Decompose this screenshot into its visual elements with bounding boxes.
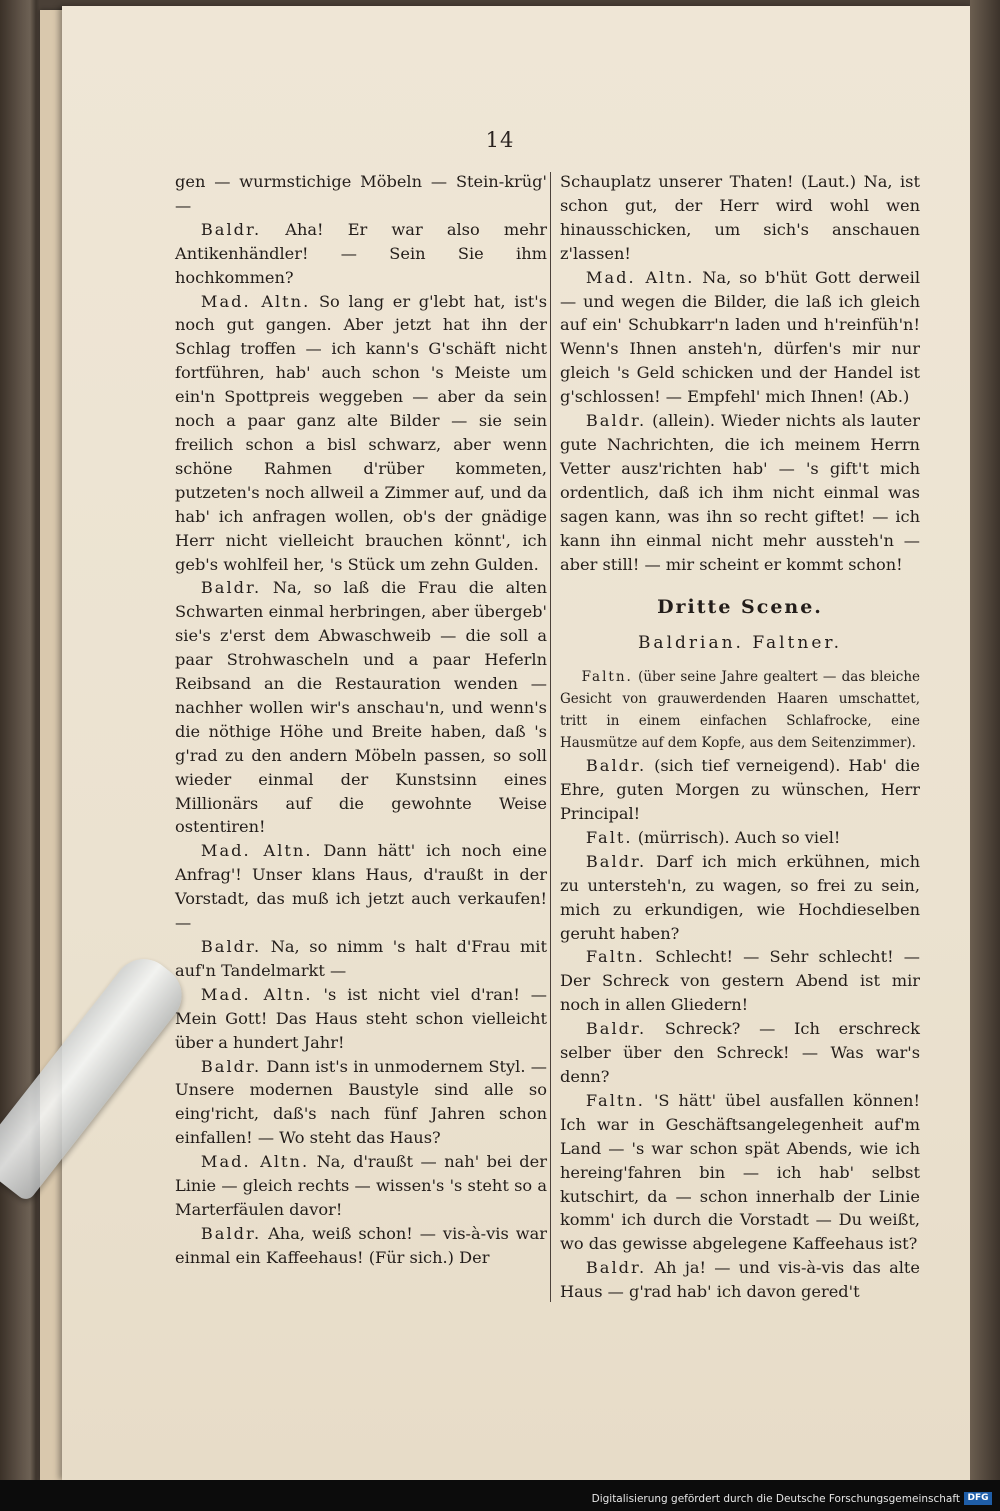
- paragraph: [560, 266, 920, 409]
- speaker-name: Baldr.: [200, 1056, 262, 1076]
- paragraph-text: Na, so b'hüt Gott derweil — und wegen die Bilder, die laß ich gleich auf ein' Schubkarr'n laden und h'reinfüh'n! Wenn's Ihnen ansteh'n, dürfen's mir nur gleich 's Geld schicken und der Handel ist g'schlossen! — Empfehl' mich Ihnen! (Ab.): [560, 267, 920, 407]
- paragraph-text: gen — wurmstichige Möbeln — Stein-krüg' —: [175, 172, 547, 215]
- paragraph-text: So lang er g'lebt hat, ist's noch gut gangen. Aber jetzt hat ihn der Schlag troffen — ich kann's G'schäft nicht fortführen, hab' auch schon 's Meiste um ein'n Spottpreis weggeben — aber da sein noch a paar ganz alte Bilder — sie sein freilich schon a bisl schwarz, aber wenn schöne Rahmen d'rüber kommeten, putzeten's noch allweil a Zimmer auf, und da hab' ich anfragen wollen, ob's der gnädige Herr nicht vielleicht brauchen könnt', ich geb's wohlfeil her, 's Stück um zehn Gulden.: [175, 291, 548, 574]
- paragraph-text: (sich tief verneigend). Hab' die Ehre, guten Morgen zu wünschen, Herr Principal!: [560, 756, 920, 824]
- dfg-logo: DFG: [964, 1492, 992, 1505]
- speaker-name: Baldr.: [200, 578, 262, 598]
- paragraph-text: 's ist nicht viel d'ran! — Mein Gott! Das Haus steht schon vielleicht über a hundert Jahr!: [175, 984, 547, 1052]
- paragraph: [560, 850, 920, 946]
- paragraph: [560, 409, 920, 576]
- speaker-name: Mad. Altn.: [200, 841, 313, 861]
- speaker-name: Mad. Altn.: [585, 267, 695, 287]
- paragraph: [175, 218, 547, 290]
- paragraph: [175, 1150, 547, 1222]
- column-divider: [550, 172, 551, 1302]
- speaker-name: Baldr.: [200, 937, 262, 956]
- speaker-name: Baldr.: [585, 756, 647, 776]
- speaker-name: Mad. Altn.: [200, 291, 311, 311]
- speaker-name: Faltn.: [581, 669, 633, 686]
- paragraph: [175, 170, 547, 218]
- speaker-name: Falt.: [585, 827, 633, 847]
- paragraph: [175, 839, 547, 935]
- right-column-top-paragraphs: [560, 170, 920, 576]
- paragraph-text: Schauplatz unserer Thaten! (Laut.) Na, ist schon gut, der Herr wird wohl wen hinausschicken, um sich's anschauen z'lassen!: [560, 172, 920, 263]
- right-text-column: [560, 170, 920, 1304]
- paragraph: [560, 945, 920, 1017]
- paragraph: [560, 1017, 920, 1089]
- page-number: 14: [485, 128, 515, 152]
- speaker-name: Faltn.: [585, 947, 645, 967]
- scene-heading: Dritte Scene.: [657, 596, 823, 619]
- speaker-name: Faltn.: [585, 1090, 645, 1110]
- paragraph: [175, 983, 547, 1055]
- paragraph-text: Aha, weiß schon! — vis-à-vis war einmal ein Kaffeehaus! (Für sich.) Der: [175, 1223, 547, 1267]
- speaker-name: Baldr.: [200, 1223, 262, 1243]
- paragraph-text: Darf ich mich erkühnen, mich zu untersteh'n, zu wagen, so frei zu sein, mich zu erkundigen, wie Hochdieselben geruht haben?: [560, 851, 920, 943]
- paragraph: [175, 576, 547, 839]
- speaker-name: Mad. Altn.: [200, 1152, 310, 1172]
- speaker-name: Mad. Altn.: [200, 984, 313, 1004]
- speaker-name: Baldr.: [585, 411, 647, 431]
- paragraph-text: Aha! Er war also mehr Antikenhändler! — Sein Sie ihm hochkommen?: [175, 219, 547, 287]
- paragraph: [560, 754, 920, 826]
- paragraph-text: Na, d'raußt — nah' bei der Linie — gleich rechts — wissen's 's steht so a Marterfäulen davor!: [175, 1152, 547, 1219]
- paragraph-text: Na, so laß die Frau die alten Schwarten einmal herbringen, aber übergeb' sie's z'erst dem Abwaschweib — die soll a paar Strohwascheln und a paar Heferln Reibsand an die Restauration wenden — nachher wollen wir's anschau'n, und wenn's die nöthige Höhe und Breite haben, daß 's g'rad zu den andern Möbeln passen, so soll wieder einmal der Kunstsinn eines Millionärs auf die gewohnte Weise ostentiren!: [175, 578, 547, 837]
- paragraph: [560, 1089, 920, 1256]
- stage-direction-text: (über seine Jahre gealtert — das bleiche Gesicht von grauwerdenden Haaren umschattet, tritt in einem einfachen Schlafrocke, eine Hausmütze auf dem Kopfe, aus dem Seitenzimmer).: [560, 669, 920, 752]
- paragraph-text: Schreck? — Ich erschreck selber über den Schreck! — Was war's denn?: [560, 1019, 920, 1086]
- right-column-bottom-paragraphs: [560, 754, 920, 1304]
- speaker-name: Baldr.: [200, 219, 262, 239]
- scene-persons: Baldrian. Faltner.: [637, 633, 843, 654]
- paragraph: [175, 1222, 547, 1270]
- paragraph: [175, 935, 547, 983]
- speaker-name: Baldr.: [585, 1019, 647, 1039]
- paragraph-text: (mürrisch). Auch so viel!: [637, 827, 841, 847]
- paragraph: [175, 1055, 547, 1151]
- paragraph: [560, 826, 920, 850]
- footer-credit: Digitalisierung gefördert durch die Deutsche Forschungsgemeinschaft: [591, 1493, 960, 1505]
- paragraph-text: Ah ja! — und vis-à-vis das alte Haus — g'rad hab' ich davon gered't: [560, 1258, 920, 1302]
- paragraph-text: Dann ist's in unmodernem Styl. — Unsere modernen Baustyle sind alle so eing'richt, daß's nach fünf Jahren schon einfallen! — Wo steht das Haus?: [175, 1056, 547, 1148]
- speaker-name: Baldr.: [585, 1258, 647, 1278]
- book-spine-shadow: [970, 0, 1000, 1511]
- paragraph-text: 'S hätt' übel ausfallen können! Ich war in Geschäftsangelegenheit auf'm Land — 's war schon spät Abends, wie ich hereing'fahren bin — ich hab' selbst kutschirt, da — schon innerhalb der Linie komm' ich durch die Vorstadt — Du weißt, wo das gewisse abgelegene Kaffeehaus ist?: [560, 1090, 920, 1254]
- paragraph-text: (allein). Wieder nichts als lauter gute Nachrichten, die ich meinem Herrn Vetter ausz'richten hab' — 's gift't mich ordentlich, daß ich ihm nicht einmal was sagen kann, was ihn so recht giftet! — ich kann ihn einmal nicht mehr aussteh'n — aber still! — mir scheint er kommt schon!: [560, 411, 920, 574]
- paragraph: [175, 290, 547, 577]
- stage-direction: [560, 666, 920, 754]
- left-text-column: [175, 170, 547, 1270]
- paragraph: [560, 1256, 920, 1304]
- paragraph-text: Dann hätt' ich noch eine Anfrag'! Unser klans Haus, d'raußt in der Vorstadt, das muß ich jetzt auch verkaufen! —: [175, 841, 547, 933]
- paragraph-text: Na, so nimm 's halt d'Frau mit auf'n Tandelmarkt —: [175, 937, 547, 980]
- speaker-name: Baldr.: [585, 851, 647, 871]
- paragraph-text: Schlecht! — Sehr schlecht! — Der Schreck von gestern Abend ist mir noch in allen Gliedern!: [560, 947, 920, 1015]
- paragraph: [560, 170, 920, 266]
